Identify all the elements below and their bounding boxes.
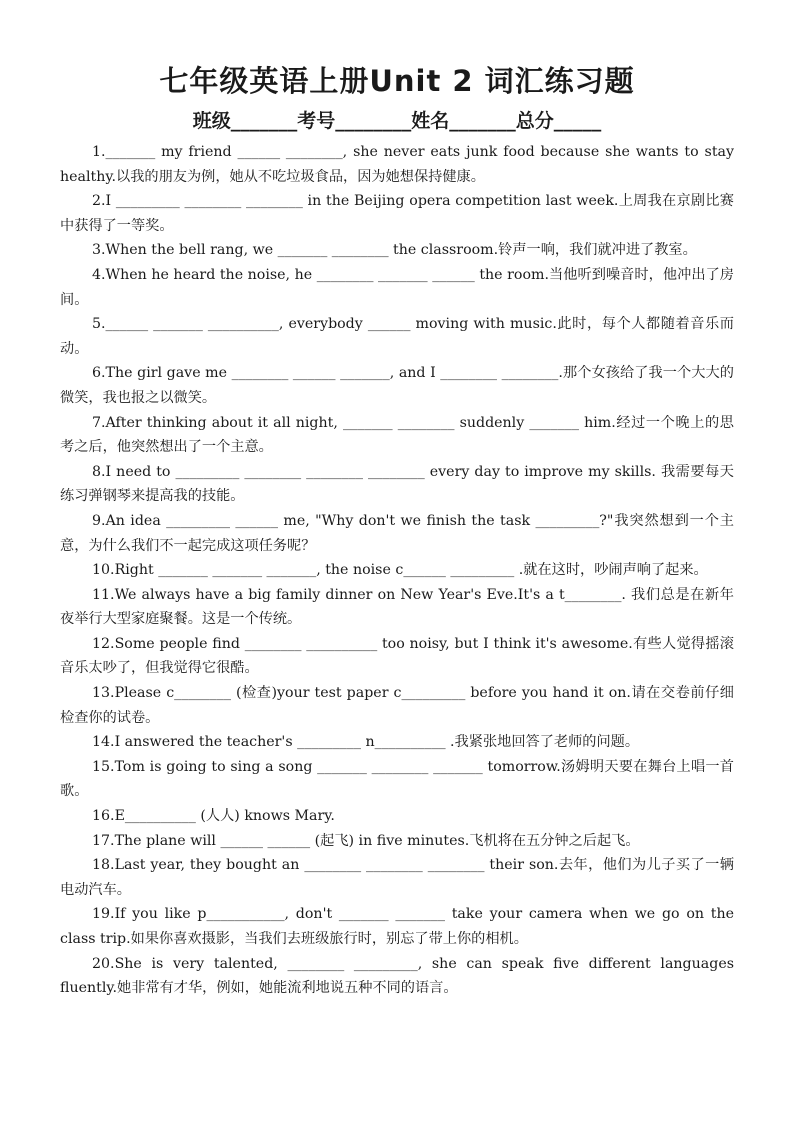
- question-item: 20.She is very talented, ________ _________, she can speak five different languages fluently.她非常有才华，例如，她能流利地说五种不同的语言。: [60, 955, 734, 997]
- question-item: 17.The plane will ______ ______ (起飞) in five minutes.飞机将在五分钟之后起飞。: [92, 832, 640, 849]
- question-item: 2.I _________ ________ ________ in the Beijing opera competition last week.上周我在京剧比赛中获得了一等奖。: [60, 193, 734, 234]
- question-item: 18.Last year, they bought an ________ ________ ________ their son.去年，他们为儿子买了一辆电动汽车。: [60, 857, 734, 898]
- question-item: 9.An idea _________ ______ me, "Why don't we finish the task _________?"我突然想到一个主意，为什么我们不一起完成这项任务呢？: [60, 512, 734, 554]
- student-info-line: 班级_______考号________姓名_______总分_____: [192, 110, 602, 132]
- question-item: 15.Tom is going to sing a song _______ ________ _______ tomorrow.汤姆明天要在舞台上唱一首歌。: [60, 758, 734, 800]
- question-item: 13.Please c________ (检查)your test paper c_________ before you hand it on.请在交卷前仔细检查你的试卷。: [60, 685, 734, 726]
- question-item: 19.If you like p___________, don't _______ _______ take your camera when we go on the class trip.如果你喜欢摄影，当我们去班级旅行时，别忘了带上你的相机。: [60, 906, 734, 947]
- question-item: 6.The girl gave me ________ ______ _______, and I ________ ________.那个女孩给了我一个大大的微笑，我也报之以微笑。: [60, 365, 734, 406]
- question-item: 8.I need to _________ ________ ________ ________ every day to improve my skills. 我需要每天练习弹钢琴来提高我的技能。: [60, 463, 734, 505]
- question-item: 1._______ my friend ______ ________, she never eats junk food because she wants to stay healthy.以我的朋友为例，她从不吃垃圾食品，因为她想保持健康。: [60, 144, 734, 185]
- worksheet-page: [60, 60, 734, 1001]
- question-item: 10.Right _______ _______ _______, the noise c______ _________ .就在这时，吵闹声响了起来。: [92, 562, 708, 579]
- question-item: 12.Some people find ________ __________ too noisy, but I think it's awesome.有些人觉得摇滚音乐太吵了，但我觉得它很酷。: [60, 635, 734, 677]
- question-item: 3.When the bell rang, we _______ ________ the classroom.铃声一响，我们就冲进了教室。: [92, 242, 697, 259]
- question-item: 7.After thinking about it all night, _______ ________ suddenly _______ him.经过一个晚上的思考之后，他突然想出了一个主意。: [60, 414, 734, 456]
- question-item: 14.I answered the teacher's _________ n__________ .我紧张地回答了老师的问题。: [92, 734, 640, 751]
- worksheet-title: 七年级英语上册Unit 2 词汇练习题: [159, 64, 635, 98]
- question-item: 4.When he heard the noise, he ________ _______ ______ the room.当他听到噪音时，他冲出了房间。: [60, 266, 734, 308]
- question-item: 5.______ _______ __________, everybody ______ moving with music.此时，每个人都随着音乐而动。: [60, 316, 734, 357]
- question-item: 11.We always have a big family dinner on New Year's Eve.It's a t________. 我们总是在新年夜举行大型家庭聚餐。这是一个传统。: [60, 586, 734, 628]
- question-item: 16.E__________ (人人) knows Mary.: [92, 808, 335, 825]
- question-list: [60, 140, 734, 1001]
